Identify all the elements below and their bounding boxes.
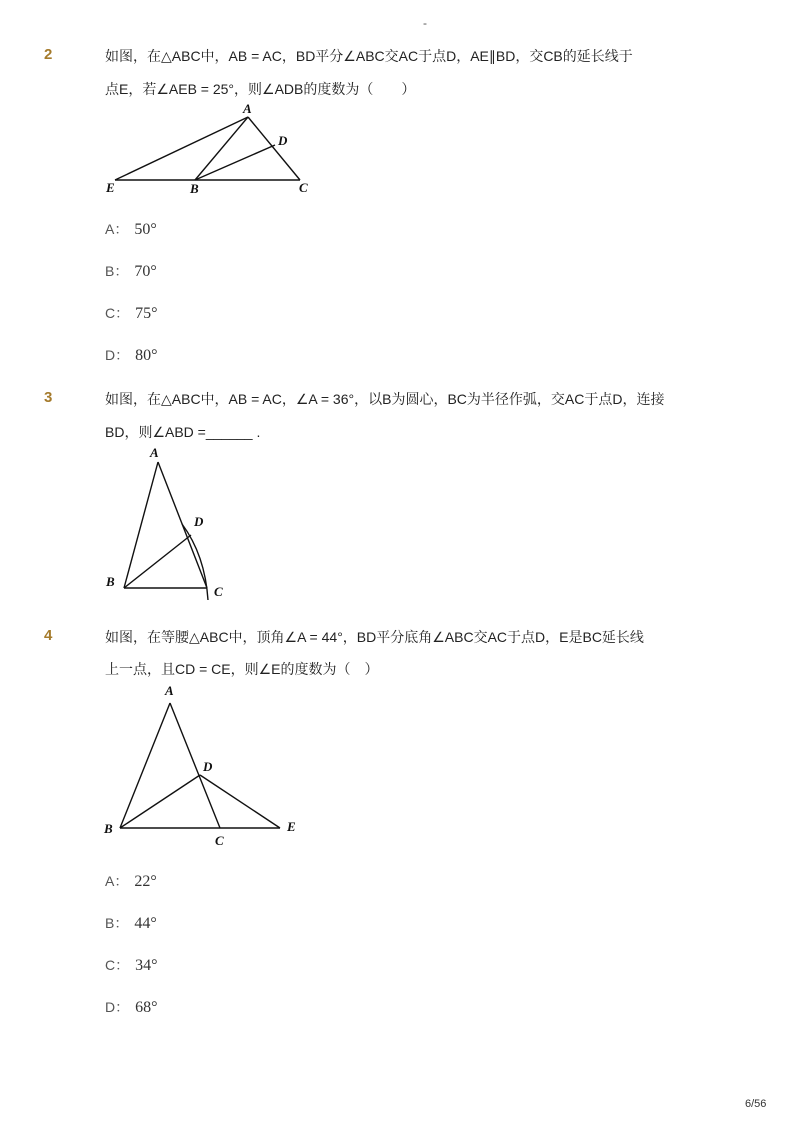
option-value: 22° [134,873,157,890]
label-c: C [299,180,308,195]
option-c[interactable] [105,303,158,323]
option-a[interactable] [105,219,157,239]
question-text: 如图，在△ABC中，AB = AC，BD平分∠ABC交AC于点D，AE∥BD，交CB的延长线于 [105,48,633,64]
question-text: 上一点，且CD = CE，则∠E的度数为（ ） [105,661,379,677]
option-key: A： [105,873,129,889]
option-key: B： [105,915,129,931]
label-c: C [215,833,224,848]
option-key: D： [105,999,130,1015]
question-text: 如图，在△ABC中，AB = AC，∠A = 36°，以B为圆心，BC为半径作弧，交AC于点D，连接 [105,391,665,407]
label-b: B [106,574,115,589]
question-text: 点E，若∠AEB = 25°，则∠ADB的度数为（ ） [105,81,416,97]
question-number: 2 [44,46,53,63]
option-key: C： [105,305,130,321]
label-a: A [150,445,159,460]
figure-q4 [120,703,280,828]
option-value: 44° [134,915,157,932]
label-b: B [190,181,199,196]
option-value: 80° [135,347,158,364]
option-b[interactable] [105,261,157,281]
option-d[interactable] [105,997,158,1017]
option-key: B： [105,263,129,279]
option-value: 34° [135,957,158,974]
label-c: C [214,584,223,599]
figure-q2 [115,117,300,180]
option-a[interactable] [105,871,157,891]
option-value: 50° [134,221,157,238]
option-value: 68° [135,999,158,1016]
option-value: 75° [135,305,158,322]
question-number: 3 [44,389,53,406]
option-key: C： [105,957,130,973]
figure-q3 [124,462,208,600]
label-d: D [278,133,288,148]
option-d[interactable] [105,345,158,365]
question-number: 4 [44,627,53,644]
option-key: D： [105,347,130,363]
option-b[interactable] [105,913,157,933]
question-text: BD，则∠ABD =______ . [105,424,261,440]
option-key: A： [105,221,129,237]
option-value: 70° [134,263,157,280]
label-e: E [106,180,115,195]
label-a: A [165,683,174,698]
label-d: D [203,759,213,774]
header-mark: - [423,16,427,30]
option-c[interactable] [105,955,158,975]
label-a: A [243,101,252,116]
label-e: E [287,819,296,834]
page-number: 6/56 [745,1098,767,1110]
label-d: D [194,514,204,529]
question-text: 如图，在等腰△ABC中，顶角∠A = 44°，BD平分底角∠ABC交AC于点D，E是BC延长线 [105,629,644,645]
label-b: B [104,821,113,836]
